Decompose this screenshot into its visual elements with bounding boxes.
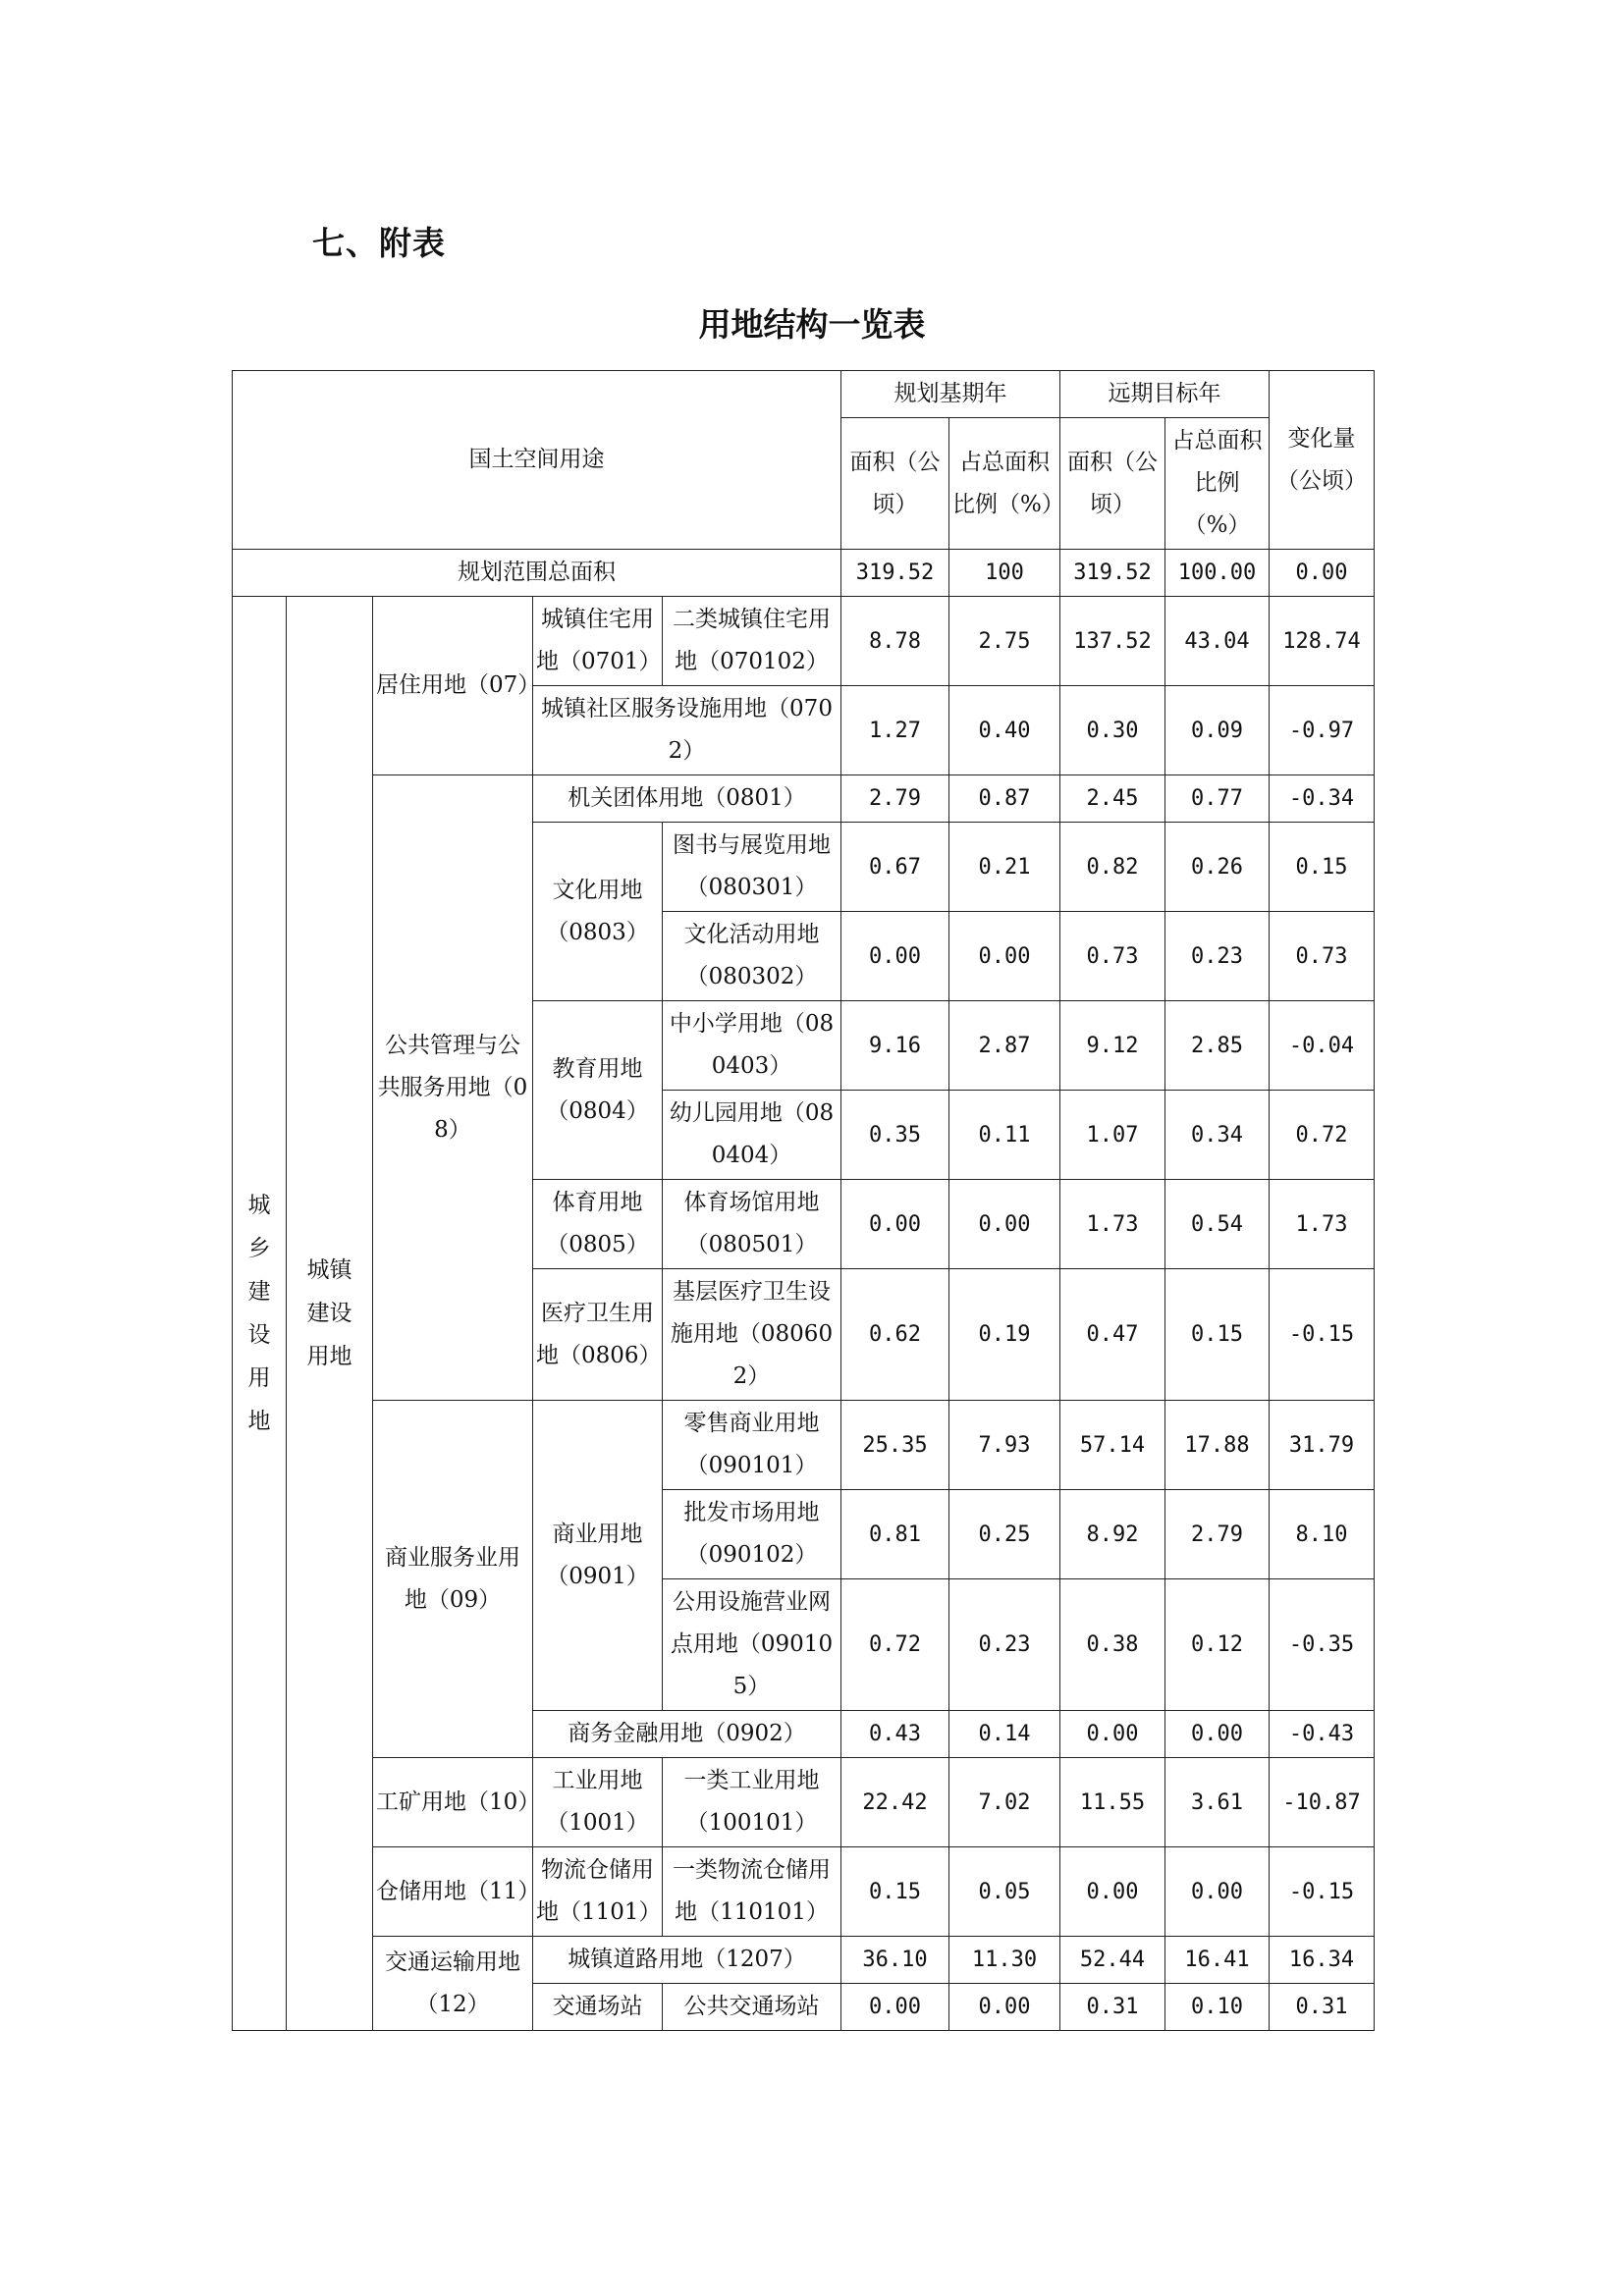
- target-area: 0.31: [1060, 1984, 1165, 2031]
- category-l2-commercial: 商业服务业用地（09）: [373, 1401, 533, 1758]
- land-use-table: [232, 370, 1375, 2031]
- base-area: 8.78: [841, 597, 949, 686]
- target-ratio: 0.77: [1165, 775, 1270, 823]
- section-heading: 七、附表: [312, 224, 446, 262]
- change-value: 0.73: [1270, 912, 1375, 1001]
- category-l2-storage: 仓储用地（11）: [373, 1847, 533, 1937]
- target-area: 1.07: [1060, 1091, 1165, 1180]
- target-area: 0.00: [1060, 1847, 1165, 1937]
- category-l3: 工业用地（1001）: [533, 1758, 663, 1847]
- base-area: 0.72: [841, 1579, 949, 1711]
- header-ratio: 占总面积比例（%）: [1165, 418, 1270, 550]
- header-target-year: 远期目标年: [1060, 371, 1270, 418]
- category-l3: 医疗卫生用地（0806）: [533, 1269, 663, 1401]
- change-value: -0.04: [1270, 1001, 1375, 1091]
- target-ratio: 43.04: [1165, 597, 1270, 686]
- row-label: 机关团体用地（0801）: [533, 775, 841, 823]
- row-label: 城镇社区服务设施用地（0702）: [533, 686, 841, 775]
- base-ratio: 7.02: [949, 1758, 1060, 1847]
- base-area: 9.16: [841, 1001, 949, 1091]
- target-ratio: 0.10: [1165, 1984, 1270, 2031]
- header-base-year: 规划基期年: [841, 371, 1060, 418]
- base-area: 0.67: [841, 823, 949, 912]
- base-area: 1.27: [841, 686, 949, 775]
- row-label: 基层医疗卫生设施用地（080602）: [663, 1269, 841, 1401]
- target-area: 0.00: [1060, 1711, 1165, 1758]
- change-value: 16.34: [1270, 1937, 1375, 1984]
- category-l2-transport: 交通运输用地（12）: [373, 1937, 533, 2031]
- base-ratio: 2.87: [949, 1001, 1060, 1091]
- row-label: 批发市场用地（090102）: [663, 1490, 841, 1579]
- target-area: 0.30: [1060, 686, 1165, 775]
- table-title: 用地结构一览表: [698, 305, 926, 344]
- target-ratio: 17.88: [1165, 1401, 1270, 1490]
- category-l2: 城镇建设用地: [287, 597, 373, 2031]
- header-area: 面积（公顷）: [841, 418, 949, 550]
- row-label: 一类物流仓储用地（110101）: [663, 1847, 841, 1937]
- category-l2-industrial: 工矿用地（10）: [373, 1758, 533, 1847]
- change-value: -0.43: [1270, 1711, 1375, 1758]
- target-area: 52.44: [1060, 1937, 1165, 1984]
- target-area: 0.47: [1060, 1269, 1165, 1401]
- table-row: [233, 1937, 1375, 1984]
- header-ratio: 占总面积比例（%）: [949, 418, 1060, 550]
- target-area: 319.52: [1060, 550, 1165, 597]
- change-value: -0.35: [1270, 1579, 1375, 1711]
- change-value: -10.87: [1270, 1758, 1375, 1847]
- target-ratio: 0.26: [1165, 823, 1270, 912]
- table-row: [233, 1847, 1375, 1937]
- target-area: 0.73: [1060, 912, 1165, 1001]
- target-area: 0.82: [1060, 823, 1165, 912]
- target-ratio: 0.12: [1165, 1579, 1270, 1711]
- table-row: [233, 1758, 1375, 1847]
- base-ratio: 0.00: [949, 912, 1060, 1001]
- row-label: 公用设施营业网点用地（090105）: [663, 1579, 841, 1711]
- category-l3: 商业用地（0901）: [533, 1401, 663, 1711]
- target-ratio: 16.41: [1165, 1937, 1270, 1984]
- target-ratio: 0.00: [1165, 1711, 1270, 1758]
- base-ratio: 2.75: [949, 597, 1060, 686]
- category-l3: 交通场站: [533, 1984, 663, 2031]
- base-area: 0.43: [841, 1711, 949, 1758]
- base-ratio: 0.05: [949, 1847, 1060, 1937]
- base-ratio: 0.40: [949, 686, 1060, 775]
- row-label: 公共交通场站: [663, 1984, 841, 2031]
- target-area: 1.73: [1060, 1180, 1165, 1269]
- change-value: -0.15: [1270, 1269, 1375, 1401]
- header-row: [233, 371, 1375, 418]
- change-value: 128.74: [1270, 597, 1375, 686]
- target-area: 137.52: [1060, 597, 1165, 686]
- base-area: 0.81: [841, 1490, 949, 1579]
- change-value: 1.73: [1270, 1180, 1375, 1269]
- base-area: 0.15: [841, 1847, 949, 1937]
- change-value: 0.31: [1270, 1984, 1375, 2031]
- target-ratio: 0.54: [1165, 1180, 1270, 1269]
- category-l3: 城镇住宅用地（0701）: [533, 597, 663, 686]
- base-ratio: 0.11: [949, 1091, 1060, 1180]
- target-area: 2.45: [1060, 775, 1165, 823]
- row-label: 零售商业用地（090101）: [663, 1401, 841, 1490]
- total-label: 规划范围总面积: [233, 550, 841, 597]
- target-area: 11.55: [1060, 1758, 1165, 1847]
- target-ratio: 3.61: [1165, 1758, 1270, 1847]
- target-area: 9.12: [1060, 1001, 1165, 1091]
- base-ratio: 0.21: [949, 823, 1060, 912]
- target-ratio: 2.85: [1165, 1001, 1270, 1091]
- change-value: 0.72: [1270, 1091, 1375, 1180]
- target-ratio: 100.00: [1165, 550, 1270, 597]
- category-l3: 文化用地（0803）: [533, 823, 663, 1001]
- base-ratio: 0.23: [949, 1579, 1060, 1711]
- target-ratio: 0.23: [1165, 912, 1270, 1001]
- change-value: 31.79: [1270, 1401, 1375, 1490]
- target-ratio: 2.79: [1165, 1490, 1270, 1579]
- category-l1: 城乡建设用地: [233, 597, 287, 2031]
- base-area: 0.62: [841, 1269, 949, 1401]
- header-change: 变化量（公顷）: [1270, 371, 1375, 550]
- row-label: 文化活动用地（080302）: [663, 912, 841, 1001]
- base-ratio: 0.00: [949, 1984, 1060, 2031]
- header-use: 国土空间用途: [233, 371, 841, 550]
- row-label: 二类城镇住宅用地（070102）: [663, 597, 841, 686]
- category-l3: 物流仓储用地（1101）: [533, 1847, 663, 1937]
- target-ratio: 0.34: [1165, 1091, 1270, 1180]
- table-row: [233, 1401, 1375, 1490]
- category-l3: 教育用地（0804）: [533, 1001, 663, 1180]
- base-ratio: 7.93: [949, 1401, 1060, 1490]
- base-ratio: 0.87: [949, 775, 1060, 823]
- table-row: [233, 775, 1375, 823]
- change-value: -0.97: [1270, 686, 1375, 775]
- row-label: 中小学用地（080403）: [663, 1001, 841, 1091]
- category-l2-residential: 居住用地（07）: [373, 597, 533, 775]
- base-ratio: 100: [949, 550, 1060, 597]
- base-area: 0.00: [841, 912, 949, 1001]
- change-value: 8.10: [1270, 1490, 1375, 1579]
- target-ratio: 0.00: [1165, 1847, 1270, 1937]
- header-area: 面积（公顷）: [1060, 418, 1165, 550]
- target-ratio: 0.15: [1165, 1269, 1270, 1401]
- total-row: [233, 550, 1375, 597]
- row-label: 体育场馆用地（080501）: [663, 1180, 841, 1269]
- category-l3: 体育用地（0805）: [533, 1180, 663, 1269]
- row-label: 城镇道路用地（1207）: [533, 1937, 841, 1984]
- row-label: 商务金融用地（0902）: [533, 1711, 841, 1758]
- base-area: 0.35: [841, 1091, 949, 1180]
- target-area: 0.38: [1060, 1579, 1165, 1711]
- row-label: 图书与展览用地（080301）: [663, 823, 841, 912]
- base-area: 0.00: [841, 1984, 949, 2031]
- base-area: 22.42: [841, 1758, 949, 1847]
- base-ratio: 0.00: [949, 1180, 1060, 1269]
- row-label: 幼儿园用地（080404）: [663, 1091, 841, 1180]
- base-ratio: 0.19: [949, 1269, 1060, 1401]
- base-ratio: 11.30: [949, 1937, 1060, 1984]
- base-area: 25.35: [841, 1401, 949, 1490]
- base-ratio: 0.25: [949, 1490, 1060, 1579]
- category-l2-public: 公共管理与公共服务用地（08）: [373, 775, 533, 1401]
- change-value: 0.15: [1270, 823, 1375, 912]
- change-value: -0.34: [1270, 775, 1375, 823]
- target-area: 57.14: [1060, 1401, 1165, 1490]
- table-row: [233, 597, 1375, 686]
- base-area: 36.10: [841, 1937, 949, 1984]
- target-ratio: 0.09: [1165, 686, 1270, 775]
- base-area: 2.79: [841, 775, 949, 823]
- base-ratio: 0.14: [949, 1711, 1060, 1758]
- change-value: -0.15: [1270, 1847, 1375, 1937]
- change-value: 0.00: [1270, 550, 1375, 597]
- base-area: 0.00: [841, 1180, 949, 1269]
- target-area: 8.92: [1060, 1490, 1165, 1579]
- base-area: 319.52: [841, 550, 949, 597]
- row-label: 一类工业用地（100101）: [663, 1758, 841, 1847]
